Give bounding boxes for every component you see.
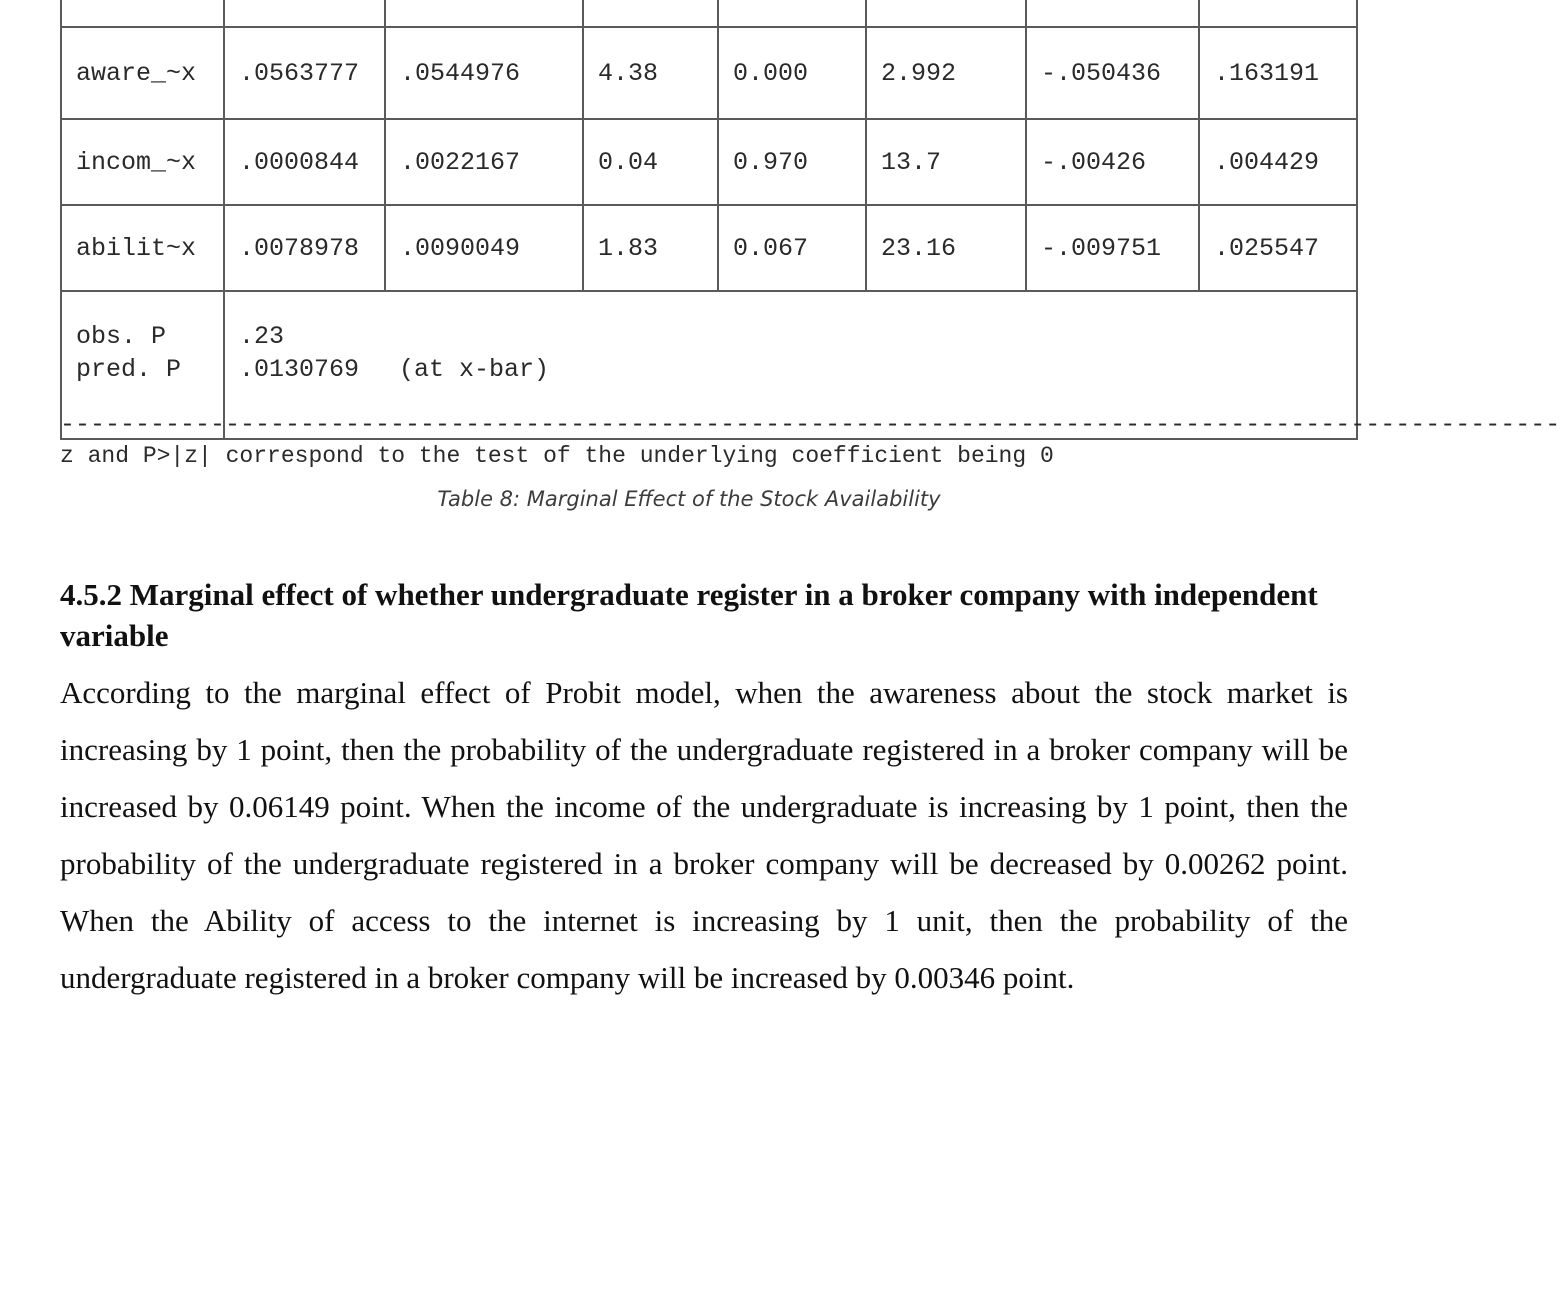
ci-upper-cell: .025547 [1199, 205, 1357, 291]
table-caption: Table 8: Marginal Effect of the Stock Availability [437, 487, 941, 511]
ci-lower-cell: -.009751 [1026, 205, 1199, 291]
dydx-cell: .0563777 [224, 27, 385, 119]
z-cell: 1.83 [583, 205, 718, 291]
pred-p-line [239, 353, 1356, 386]
std-err-cell: .0544976 [385, 27, 583, 119]
p-value-cell: 0.000 [718, 27, 866, 119]
ci-upper-cell: .163191 [1199, 27, 1357, 119]
p-value-cell: 0.067 [718, 205, 866, 291]
pred-p-value: .0130769 [239, 355, 360, 384]
table-row [61, 205, 1357, 291]
std-err-cell: .0022167 [385, 119, 583, 205]
x-cell: 2.992 [866, 27, 1026, 119]
pred-p-note: (at x-bar) [399, 355, 550, 384]
marginal-effects-table [60, 0, 1560, 440]
std-err-cell: .0090049 [385, 205, 583, 291]
ci-lower-cell: -.00426 [1026, 119, 1199, 205]
table-row-top-cutoff [61, 0, 1357, 27]
ci-lower-cell: -.050436 [1026, 27, 1199, 119]
obs-p-label: obs. P [76, 322, 167, 351]
table-separator-line: ---------------------------------------------------------------------------------------------------- [60, 410, 1560, 439]
body-paragraph: According to the marginal effect of Probit model, when the awareness about the stock market is increasing by 1 point, then the probability of the undergraduate registered in a broker company will be increased by 0.06149 point. When the income of the undergraduate is increasing by 1 point, then the probability of the undergraduate registered in a broker company will be decreased by 0.00262 point. When the Ability of access to the internet is increasing by 1 unit, then the probability of the undergraduate registered in a broker company will be increased by 0.00346 point. [60, 675, 1348, 995]
obs-p-value: .23 [239, 322, 285, 351]
dydx-cell: .0078978 [224, 205, 385, 291]
variable-name-cell: aware_~x [61, 27, 224, 119]
variable-name-cell: incom_~x [61, 119, 224, 205]
section-heading: 4.5.2 Marginal effect of whether undergraduate register in a broker company with independent variable [60, 577, 1318, 653]
x-cell: 13.7 [866, 119, 1026, 205]
dydx-cell: .0000844 [224, 119, 385, 205]
z-cell: 0.04 [583, 119, 718, 205]
table-row [61, 119, 1357, 205]
table-footnote: z and P>|z| correspond to the test of the underlying coefficient being 0 [60, 443, 1054, 469]
x-cell: 23.16 [866, 205, 1026, 291]
ci-upper-cell: .004429 [1199, 119, 1357, 205]
z-cell: 4.38 [583, 27, 718, 119]
variable-name-cell: abilit~x [61, 205, 224, 291]
p-value-cell: 0.970 [718, 119, 866, 205]
table-row [61, 27, 1357, 119]
pred-p-label: pred. P [76, 355, 182, 384]
